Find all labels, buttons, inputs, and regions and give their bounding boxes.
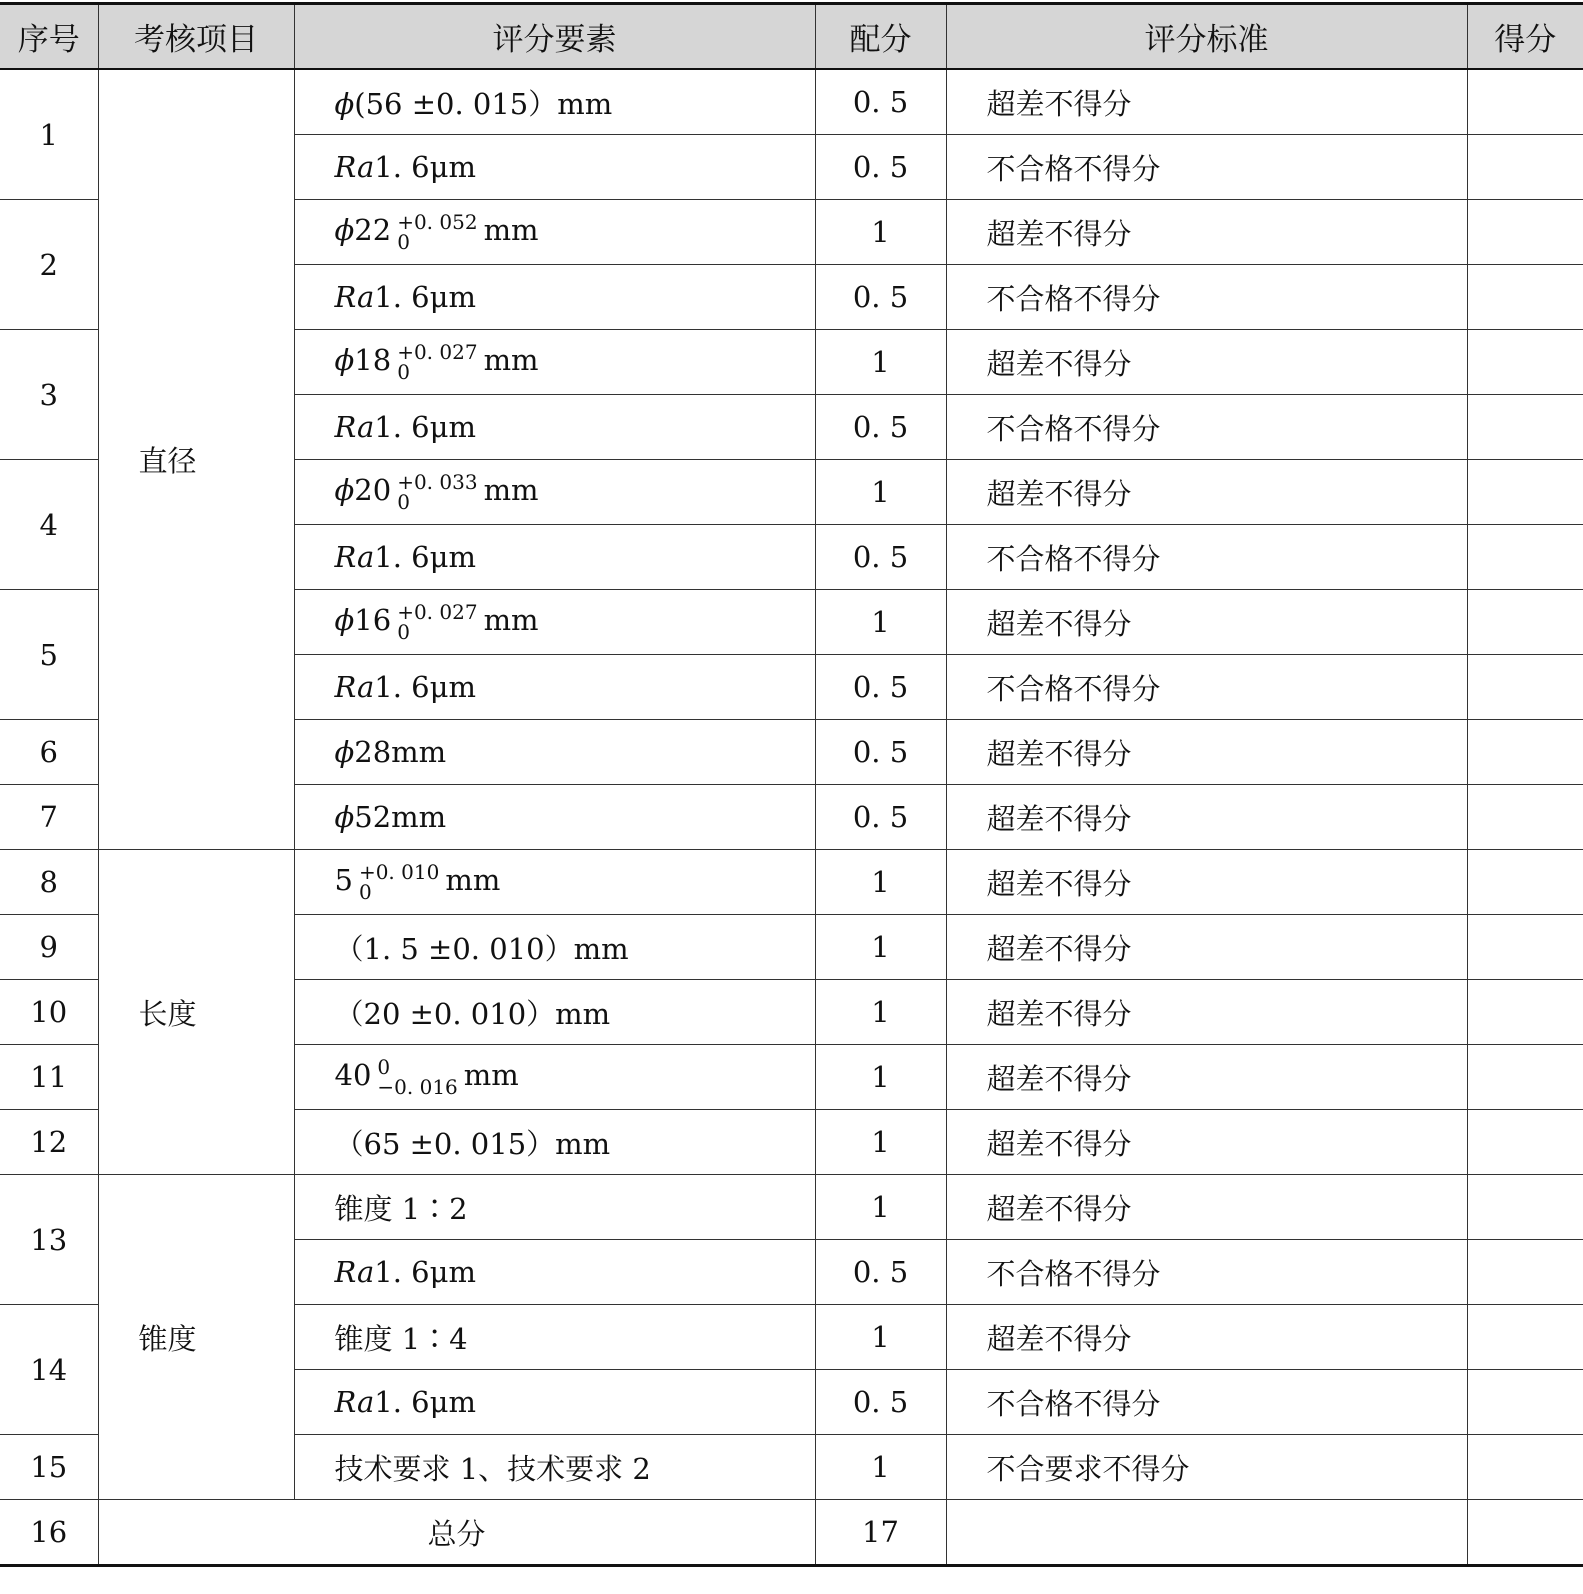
scoring-element bbox=[294, 525, 815, 590]
scoring-element bbox=[294, 1370, 815, 1435]
ra-symbol: Ra bbox=[334, 1255, 375, 1289]
scoring-standard: 不合格不得分 bbox=[946, 655, 1467, 720]
scoring-element bbox=[294, 785, 815, 850]
tolerance bbox=[397, 472, 477, 512]
element-value: (56 ±0. 015）mm bbox=[354, 86, 613, 121]
score-value: 0. 5 bbox=[815, 69, 946, 135]
scoring-standard: 不合格不得分 bbox=[946, 1370, 1467, 1435]
score-value: 0. 5 bbox=[815, 395, 946, 460]
score-value: 0. 5 bbox=[815, 265, 946, 330]
element-value: （1. 5 ±0. 010）mm bbox=[334, 931, 629, 966]
row-number: 3 bbox=[0, 330, 98, 460]
scoring-element bbox=[294, 1435, 815, 1500]
scoring-element bbox=[294, 460, 815, 525]
tolerance-lower: 0 bbox=[358, 880, 372, 904]
score-value: 1 bbox=[815, 1435, 946, 1500]
earned-score bbox=[1467, 265, 1583, 330]
scoring-element bbox=[294, 980, 815, 1045]
phi-symbol: ϕ bbox=[334, 603, 355, 637]
total-row bbox=[0, 1500, 1583, 1566]
tolerance bbox=[397, 602, 477, 642]
element-value: 1. 6μm bbox=[374, 670, 476, 704]
score-value: 1 bbox=[815, 200, 946, 265]
scoring-table bbox=[0, 2, 1583, 1567]
row-number: 6 bbox=[0, 720, 98, 785]
phi-symbol: ϕ bbox=[334, 800, 355, 834]
phi-symbol: ϕ bbox=[334, 343, 355, 377]
row-number: 9 bbox=[0, 915, 98, 980]
element-unit: mm bbox=[483, 343, 539, 377]
score-value: 0. 5 bbox=[815, 525, 946, 590]
row-number: 14 bbox=[0, 1305, 98, 1435]
phi-symbol: ϕ bbox=[334, 735, 355, 769]
tolerance-upper: +0. 027 bbox=[397, 600, 478, 624]
header-no: 序号 bbox=[0, 4, 98, 70]
row-number: 15 bbox=[0, 1435, 98, 1500]
tolerance-upper: +0. 033 bbox=[397, 470, 478, 494]
scoring-standard: 不合格不得分 bbox=[946, 1240, 1467, 1305]
tolerance-lower: 0 bbox=[397, 620, 410, 644]
ra-symbol: Ra bbox=[334, 1385, 375, 1419]
score-value: 1 bbox=[815, 980, 946, 1045]
scoring-element bbox=[294, 850, 815, 915]
earned-score bbox=[1467, 1370, 1583, 1435]
scoring-element bbox=[294, 69, 815, 135]
score-value: 0. 5 bbox=[815, 785, 946, 850]
element-value: 1. 6μm bbox=[374, 150, 476, 184]
scoring-standard: 超差不得分 bbox=[946, 1305, 1467, 1370]
phi-symbol: ϕ bbox=[334, 473, 355, 507]
scoring-element bbox=[294, 720, 815, 785]
element-value: 22 bbox=[354, 213, 392, 247]
scoring-element bbox=[294, 1045, 815, 1110]
score-value: 1 bbox=[815, 1110, 946, 1175]
row-number: 7 bbox=[0, 785, 98, 850]
element-value: 1. 6μm bbox=[374, 1255, 476, 1289]
element-unit: mm bbox=[483, 213, 539, 247]
tolerance-upper: 0 bbox=[377, 1055, 391, 1079]
earned-score bbox=[1467, 1110, 1583, 1175]
element-value: 1. 6μm bbox=[374, 540, 476, 574]
score-value: 1 bbox=[815, 590, 946, 655]
row-number: 11 bbox=[0, 1045, 98, 1110]
element-unit: mm bbox=[445, 863, 501, 897]
element-value: （20 ±0. 010）mm bbox=[334, 996, 611, 1031]
assessment-item: 长度 bbox=[98, 850, 294, 1175]
earned-score bbox=[1467, 525, 1583, 590]
ra-symbol: Ra bbox=[334, 410, 375, 444]
tolerance-upper: +0. 052 bbox=[397, 210, 478, 234]
table-body bbox=[0, 69, 1583, 1566]
tolerance-upper: +0. 027 bbox=[397, 340, 478, 364]
ra-symbol: Ra bbox=[334, 540, 375, 574]
header-earned: 得分 bbox=[1467, 4, 1583, 70]
tolerance bbox=[377, 1057, 457, 1097]
score-value: 0. 5 bbox=[815, 1370, 946, 1435]
scoring-element bbox=[294, 200, 815, 265]
element-value: 28mm bbox=[354, 735, 447, 769]
score-value: 1 bbox=[815, 330, 946, 395]
element-unit: mm bbox=[483, 603, 539, 637]
element-value: 20 bbox=[354, 473, 392, 507]
earned-score bbox=[1467, 200, 1583, 265]
earned-score bbox=[1467, 915, 1583, 980]
assessment-item: 直径 bbox=[98, 69, 294, 850]
earned-score bbox=[1467, 1240, 1583, 1305]
scoring-standard: 超差不得分 bbox=[946, 460, 1467, 525]
tolerance-lower: 0 bbox=[397, 360, 410, 384]
scoring-element bbox=[294, 330, 815, 395]
row-number: 5 bbox=[0, 590, 98, 720]
tolerance-lower: −0. 016 bbox=[377, 1075, 458, 1099]
header-item: 考核项目 bbox=[98, 4, 294, 70]
table-row bbox=[0, 69, 1583, 135]
earned-score bbox=[1467, 980, 1583, 1045]
row-number: 12 bbox=[0, 1110, 98, 1175]
row-number: 1 bbox=[0, 69, 98, 200]
scoring-element bbox=[294, 590, 815, 655]
scoring-standard: 超差不得分 bbox=[946, 850, 1467, 915]
earned-score bbox=[1467, 69, 1583, 135]
scoring-element bbox=[294, 135, 815, 200]
score-value: 0. 5 bbox=[815, 655, 946, 720]
earned-score bbox=[1467, 590, 1583, 655]
tolerance-upper: +0. 010 bbox=[358, 860, 440, 884]
earned-score bbox=[1467, 1175, 1583, 1240]
row-number: 8 bbox=[0, 850, 98, 915]
tolerance bbox=[397, 212, 477, 252]
scoring-element bbox=[294, 1110, 815, 1175]
element-value: 16 bbox=[354, 603, 392, 637]
row-number: 10 bbox=[0, 980, 98, 1045]
row-number: 13 bbox=[0, 1175, 98, 1305]
row-number: 4 bbox=[0, 460, 98, 590]
scoring-standard: 超差不得分 bbox=[946, 915, 1467, 980]
scoring-standard: 不合格不得分 bbox=[946, 135, 1467, 200]
scoring-element bbox=[294, 1305, 815, 1370]
row-number: 16 bbox=[0, 1500, 98, 1566]
earned-score bbox=[1467, 1305, 1583, 1370]
element-unit: mm bbox=[463, 1058, 519, 1092]
tolerance bbox=[397, 342, 477, 382]
element-value: 40 bbox=[334, 1058, 372, 1092]
scoring-element bbox=[294, 915, 815, 980]
scoring-standard: 超差不得分 bbox=[946, 1175, 1467, 1240]
scoring-standard: 不合要求不得分 bbox=[946, 1435, 1467, 1500]
scoring-standard: 超差不得分 bbox=[946, 330, 1467, 395]
scoring-element bbox=[294, 655, 815, 720]
total-earned bbox=[1467, 1500, 1583, 1566]
earned-score bbox=[1467, 720, 1583, 785]
element-value: 1. 6μm bbox=[374, 1385, 476, 1419]
scoring-standard: 超差不得分 bbox=[946, 200, 1467, 265]
score-value: 0. 5 bbox=[815, 135, 946, 200]
header-row bbox=[0, 4, 1583, 70]
assessment-item: 锥度 bbox=[98, 1175, 294, 1500]
element-unit: mm bbox=[483, 473, 539, 507]
scoring-element bbox=[294, 265, 815, 330]
scoring-standard: 超差不得分 bbox=[946, 720, 1467, 785]
scoring-element bbox=[294, 395, 815, 460]
score-value: 0. 5 bbox=[815, 1240, 946, 1305]
scoring-element bbox=[294, 1175, 815, 1240]
earned-score bbox=[1467, 460, 1583, 525]
tolerance-lower: 0 bbox=[397, 230, 410, 254]
table-row bbox=[0, 850, 1583, 915]
earned-score bbox=[1467, 850, 1583, 915]
earned-score bbox=[1467, 655, 1583, 720]
scoring-standard: 超差不得分 bbox=[946, 1045, 1467, 1110]
ra-symbol: Ra bbox=[334, 150, 375, 184]
total-label: 总分 bbox=[98, 1500, 815, 1566]
scoring-standard: 不合格不得分 bbox=[946, 525, 1467, 590]
scoring-standard: 不合格不得分 bbox=[946, 395, 1467, 460]
ra-symbol: Ra bbox=[334, 280, 375, 314]
ra-symbol: Ra bbox=[334, 670, 375, 704]
scoring-standard: 超差不得分 bbox=[946, 1110, 1467, 1175]
score-value: 1 bbox=[815, 1305, 946, 1370]
element-value: 锥度 1∶4 bbox=[334, 1321, 468, 1356]
row-number: 2 bbox=[0, 200, 98, 330]
score-value: 0. 5 bbox=[815, 720, 946, 785]
header-score: 配分 bbox=[815, 4, 946, 70]
total-standard bbox=[946, 1500, 1467, 1566]
element-value: 锥度 1∶2 bbox=[334, 1191, 468, 1226]
element-value: 技术要求 1、技术要求 2 bbox=[334, 1451, 651, 1486]
scoring-standard: 超差不得分 bbox=[946, 69, 1467, 135]
element-value: 18 bbox=[354, 343, 392, 377]
scoring-element bbox=[294, 1240, 815, 1305]
element-value: （65 ±0. 015）mm bbox=[334, 1126, 611, 1161]
score-value: 1 bbox=[815, 850, 946, 915]
phi-symbol: ϕ bbox=[334, 213, 355, 247]
element-value: 1. 6μm bbox=[374, 280, 476, 314]
total-score: 17 bbox=[815, 1500, 946, 1566]
table-row bbox=[0, 1175, 1583, 1240]
scoring-standard: 超差不得分 bbox=[946, 590, 1467, 655]
phi-symbol: ϕ bbox=[334, 86, 355, 121]
tolerance bbox=[359, 862, 439, 902]
earned-score bbox=[1467, 395, 1583, 460]
scoring-standard: 超差不得分 bbox=[946, 785, 1467, 850]
scoring-standard: 不合格不得分 bbox=[946, 265, 1467, 330]
tolerance-lower: 0 bbox=[397, 490, 410, 514]
score-value: 1 bbox=[815, 1045, 946, 1110]
score-value: 1 bbox=[815, 1175, 946, 1240]
header-element: 评分要素 bbox=[294, 4, 815, 70]
earned-score bbox=[1467, 785, 1583, 850]
earned-score bbox=[1467, 330, 1583, 395]
earned-score bbox=[1467, 1435, 1583, 1500]
element-value: 52mm bbox=[354, 800, 447, 834]
score-value: 1 bbox=[815, 915, 946, 980]
earned-score bbox=[1467, 135, 1583, 200]
element-value: 1. 6μm bbox=[374, 410, 476, 444]
element-value: 5 bbox=[334, 863, 353, 897]
earned-score bbox=[1467, 1045, 1583, 1110]
scoring-standard: 超差不得分 bbox=[946, 980, 1467, 1045]
score-value: 1 bbox=[815, 460, 946, 525]
header-standard: 评分标准 bbox=[946, 4, 1467, 70]
